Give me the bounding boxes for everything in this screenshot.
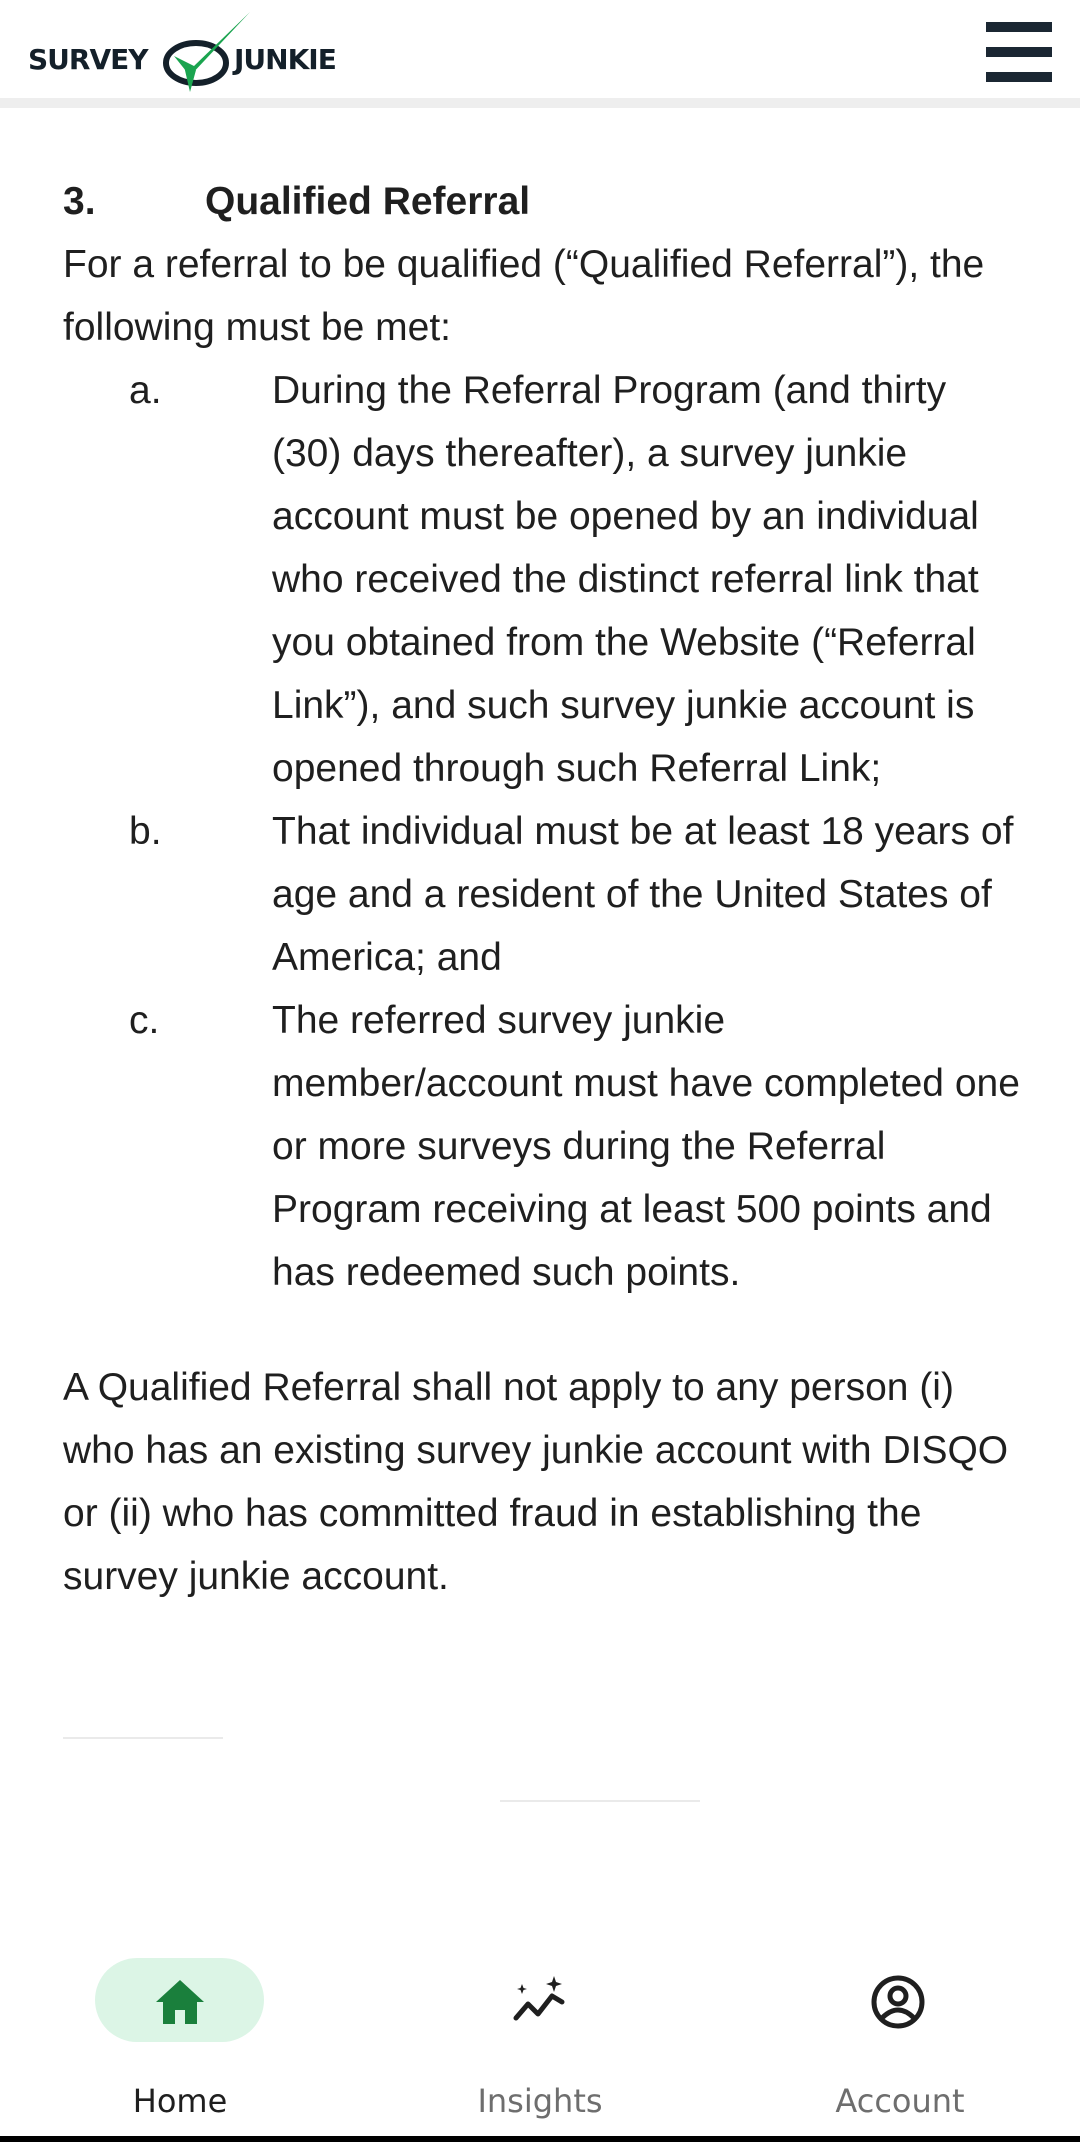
faint-divider [500, 1800, 700, 1802]
list-item-text: The referred survey junkie member/account must have completed one or more surveys during the Referral Program receiving at least 500 points and has redeemed such points. [272, 999, 1020, 1294]
list-item [63, 359, 1023, 800]
terms-content [63, 170, 1023, 1608]
section-intro: For a referral to be qualified (“Qualified Referral”), the following must be met: [63, 243, 985, 349]
list-item-text: During the Referral Program (and thirty (30) days thereafter), a survey junkie account must be opened by an individual who received the distinct referral link that you obtained from the Website (“Referral Link”), and such survey junkie account is opened through such Referral Link; [272, 369, 979, 790]
section-closing: A Qualified Referral shall not apply to any person (i) who has an existing survey junkie account with DISQO or (ii) who has committed fraud in establishing the survey junkie account. [63, 1366, 1009, 1598]
list-marker: b. [129, 810, 162, 853]
list-marker: a. [129, 369, 162, 412]
list-item [63, 800, 1023, 989]
section-number: 3. [63, 180, 96, 223]
list-item-text: That individual must be at least 18 years of age and a resident of the United States of America; and [272, 810, 1014, 979]
home-icon [152, 1974, 208, 2030]
account-user-circle-icon [870, 1974, 926, 2030]
top-header [0, 0, 1080, 108]
hamburger-menu-icon[interactable] [986, 22, 1052, 82]
nav-home-label: Home [132, 2082, 228, 2120]
insights-sparkle-chart-icon [510, 1974, 566, 2030]
logo-text-junkie: JUNKIE [234, 43, 336, 76]
section-heading [63, 170, 1023, 233]
faint-divider [63, 1737, 223, 1739]
list-marker: c. [129, 999, 160, 1042]
menu-bar [986, 72, 1052, 82]
system-gesture-bar [0, 2136, 1080, 2142]
nav-insights-label: Insights [477, 2082, 603, 2120]
bottom-navigation [0, 1930, 1080, 2142]
list-item [63, 989, 1023, 1304]
nav-insights-button[interactable] [360, 1930, 720, 2142]
menu-bar [986, 22, 1052, 32]
nav-home-button[interactable] [0, 1930, 360, 2142]
menu-bar [986, 47, 1052, 57]
nav-account-label: Account [835, 2082, 965, 2120]
nav-account-button[interactable] [720, 1930, 1080, 2142]
section-title: Qualified Referral [205, 180, 531, 223]
logo-text-survey: SURVEY [28, 43, 148, 76]
requirements-list [63, 359, 1023, 1304]
survey-junkie-logo[interactable] [28, 10, 358, 100]
